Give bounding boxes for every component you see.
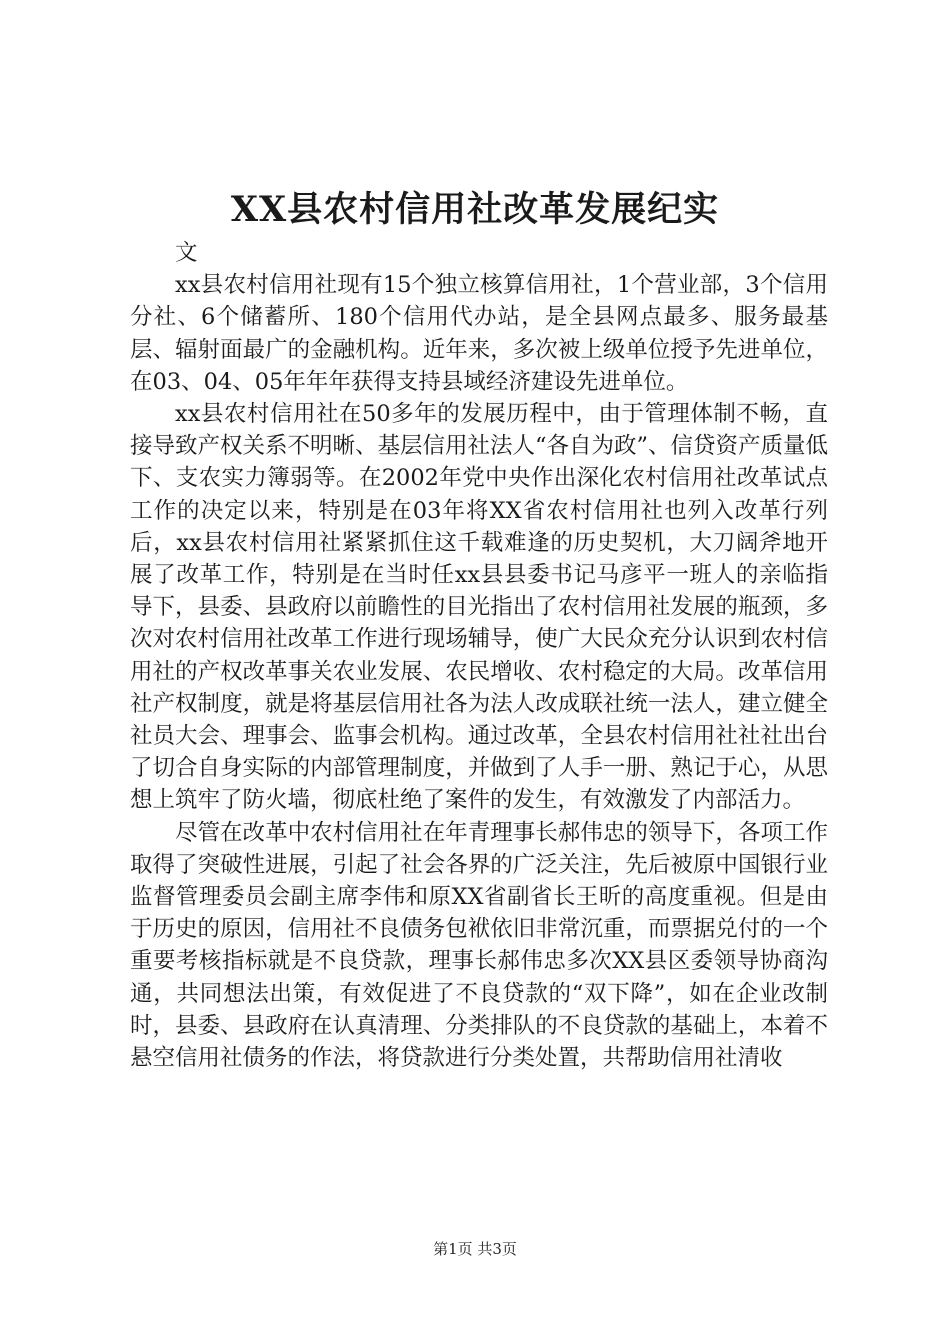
page-footer: 第1页 共3页 bbox=[433, 1240, 517, 1258]
document-title: XX县农村信用社改革发展纪实 bbox=[230, 189, 720, 230]
author-label: 文 bbox=[175, 240, 198, 266]
document-body bbox=[130, 237, 828, 1074]
body-paragraph: 尽管在改革中农村信用社在年青理事长郝伟忠的领导下，各项工作取得了突破性进展，引起了社会各界的广泛关注，先后被原中国银行业监督管理委员会副主席李伟和原XX省副省长王昕的高度重视。但是由于历史的原因，信用社不良债务包袱依旧非常沉重，而票据兑付的一个重要考核指标就是不良贷款，理事长郝伟忠多次XX县区委领导协商沟通，共同想法出策，有效促进了不良贷款的“双下降”，如在企业改制时，县委、县政府在认真清理、分类排队的不良贷款的基础上，本着不悬空信用社债务的作法，将贷款进行分类处置，共帮助信用社清收 bbox=[130, 819, 828, 1072]
body-paragraph: xx县农村信用社现有15个独立核算信用社，1个营业部，3个信用分社、6个储蓄所、180个信用代办站，是全县网点最多、服务最基层、辐射面最广的金融机构。近年来，多次被上级单位授予先进单位，在03、04、05年年年获得支持县域经济建设先进单位。 bbox=[130, 272, 828, 395]
body-paragraph: xx县农村信用社在50多年的发展历程中，由于管理体制不畅，直接导致产权关系不明晰、基层信用社法人“各自为政”、信贷资产质量低下、支农实力簿弱等。在2002年党中央作出深化农村信用社改革试点工作的决定以来，特别是在03年将XX省农村信用社也列入改革行列后，xx县农村信用社紧紧抓住这千载难逢的历史契机，大刀阔斧地开展了改革工作，特别是在当时任xx县县委书记马彦平一班人的亲临指导下，县委、县政府以前瞻性的目光指出了农村信用社发展的瓶颈，多次对农村信用社改革工作进行现场辅导，使广大民众充分认识到农村信用社的产权改革事关农业发展、农民增收、农村稳定的大局。改革信用社产权制度，就是将基层信用社各为法人改成联社统一法人，建立健全社员大会、理事会、监事会机构。通过改革，全县农村信用社社社出台了切合自身实际的内部管理制度，并做到了人手一册、熟记于心，从思想上筑牢了防火墙，彻底杜绝了案件的发生，有效激发了内部活力。 bbox=[130, 401, 829, 814]
